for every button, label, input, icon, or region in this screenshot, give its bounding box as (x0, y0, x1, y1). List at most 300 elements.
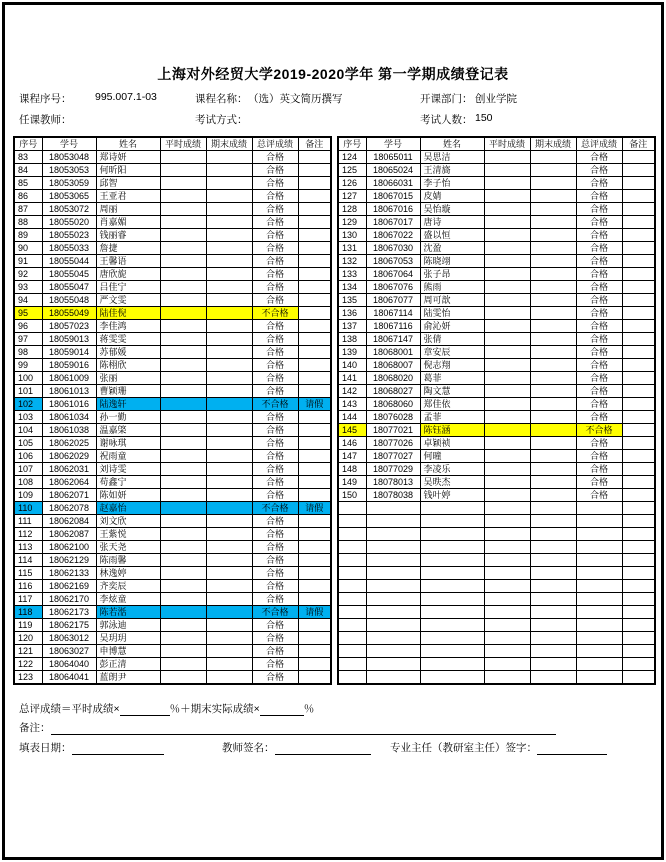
cell-empty-name (420, 515, 484, 528)
table-row (338, 450, 655, 463)
cell-student-id: 18062031 (42, 463, 96, 476)
cell-seq: 106 (14, 450, 42, 463)
table-row (338, 658, 655, 671)
cell-empty-student-id (366, 554, 420, 567)
cell-regular-score (160, 528, 206, 541)
cell-remark (622, 450, 655, 463)
cell-seq: 83 (14, 151, 42, 164)
cell-seq: 121 (14, 645, 42, 658)
cell-seq: 144 (338, 411, 366, 424)
cell-final-score (530, 385, 576, 398)
cell-total-score: 合格 (576, 164, 622, 177)
cell-name: 邱智 (96, 177, 160, 190)
cell-remark (622, 307, 655, 320)
table-row (338, 333, 655, 346)
cell-final-score (206, 333, 252, 346)
cell-final-score (530, 359, 576, 372)
cell-name: 李佳鸿 (96, 320, 160, 333)
cell-empty-student-id (366, 593, 420, 606)
cell-regular-score (160, 346, 206, 359)
cell-regular-score (160, 658, 206, 671)
cell-final-score (530, 424, 576, 437)
cell-regular-score (484, 320, 530, 333)
cell-seq: 140 (338, 359, 366, 372)
col-header-total-score: 总评成绩 (252, 137, 298, 151)
cell-seq: 136 (338, 307, 366, 320)
table-row (14, 619, 331, 632)
cell-regular-score (484, 177, 530, 190)
cell-remark (298, 437, 331, 450)
cell-total-score: 合格 (252, 372, 298, 385)
formula-text-3: ％ (303, 703, 315, 715)
cell-regular-score (160, 515, 206, 528)
cell-final-score (206, 645, 252, 658)
cell-name: 章安辰 (420, 346, 484, 359)
cell-regular-score (484, 216, 530, 229)
cell-name: 王馨语 (96, 255, 160, 268)
cell-remark (298, 320, 331, 333)
cell-remark (622, 255, 655, 268)
cell-final-score (206, 268, 252, 281)
cell-empty-total-score (576, 528, 622, 541)
cell-seq: 109 (14, 489, 42, 502)
col-header-student-id: 学号 (366, 137, 420, 151)
cell-empty-remark (622, 580, 655, 593)
cell-remark (298, 216, 331, 229)
course-no-label: 课程序号： (19, 93, 72, 105)
cell-student-id: 18067064 (366, 268, 420, 281)
cell-regular-score (484, 398, 530, 411)
table-row (338, 281, 655, 294)
cell-empty-final-score (530, 554, 576, 567)
cell-final-score (206, 580, 252, 593)
cell-seq: 125 (338, 164, 366, 177)
cell-empty-student-id (366, 528, 420, 541)
cell-empty-student-id (366, 671, 420, 685)
cell-seq: 107 (14, 463, 42, 476)
cell-total-score: 合格 (252, 437, 298, 450)
cell-student-id: 18077027 (366, 450, 420, 463)
cell-seq: 84 (14, 164, 42, 177)
cell-total-score: 合格 (576, 359, 622, 372)
cell-student-id: 18059013 (42, 333, 96, 346)
cell-empty-name (420, 541, 484, 554)
table-row (14, 671, 331, 685)
table-row (338, 619, 655, 632)
cell-total-score: 合格 (252, 541, 298, 554)
cell-remark (298, 359, 331, 372)
cell-final-score (206, 658, 252, 671)
table-row (338, 398, 655, 411)
cell-empty-student-id (366, 515, 420, 528)
cell-regular-score (160, 489, 206, 502)
cell-regular-score (484, 476, 530, 489)
col-header-name: 姓名 (96, 137, 160, 151)
table-row (14, 164, 331, 177)
table-row (338, 164, 655, 177)
cell-seq: 150 (338, 489, 366, 502)
cell-total-score: 合格 (252, 359, 298, 372)
cell-total-score: 合格 (252, 255, 298, 268)
cell-regular-score (484, 307, 530, 320)
cell-empty-student-id (366, 580, 420, 593)
cell-name: 郑诗妍 (96, 151, 160, 164)
cell-name: 陈钰涵 (420, 424, 484, 437)
cell-name: 葛菲 (420, 372, 484, 385)
cell-regular-score (484, 450, 530, 463)
cell-seq: 134 (338, 281, 366, 294)
cell-remark (622, 346, 655, 359)
cell-seq: 102 (14, 398, 42, 411)
cell-regular-score (484, 489, 530, 502)
cell-empty-remark (622, 606, 655, 619)
cell-final-score (530, 398, 576, 411)
cell-seq: 108 (14, 476, 42, 489)
cell-seq: 120 (14, 632, 42, 645)
col-header-regular-score: 平时成绩 (160, 137, 206, 151)
cell-total-score: 合格 (576, 333, 622, 346)
table-row (338, 528, 655, 541)
cell-empty-total-score (576, 567, 622, 580)
table-row (338, 515, 655, 528)
cell-total-score: 合格 (576, 450, 622, 463)
cell-final-score (206, 606, 252, 619)
cell-name: 何昕阳 (96, 164, 160, 177)
cell-remark (298, 177, 331, 190)
cell-name: 钱叶婷 (420, 489, 484, 502)
cell-student-id: 18053059 (42, 177, 96, 190)
cell-student-id: 18066031 (366, 177, 420, 190)
cell-final-score (206, 164, 252, 177)
cell-student-id: 18078013 (366, 476, 420, 489)
cell-student-id: 18067116 (366, 320, 420, 333)
cell-name: 俞沁妍 (420, 320, 484, 333)
col-header-remark: 备注 (298, 137, 331, 151)
cell-student-id: 18067147 (366, 333, 420, 346)
formula-blank-1 (120, 704, 170, 716)
cell-empty-regular-score (484, 606, 530, 619)
cell-seq: 103 (14, 411, 42, 424)
cell-empty-regular-score (484, 619, 530, 632)
cell-remark (622, 229, 655, 242)
teacher-sign (222, 740, 371, 755)
cell-name: 王亚君 (96, 190, 160, 203)
cell-seq: 89 (14, 229, 42, 242)
cell-name: 陈栩欣 (96, 359, 160, 372)
cell-seq: 128 (338, 203, 366, 216)
table-row (14, 177, 331, 190)
cell-remark (298, 567, 331, 580)
cell-total-score: 合格 (252, 567, 298, 580)
cell-total-score: 合格 (252, 229, 298, 242)
table-row (338, 567, 655, 580)
cell-total-score: 合格 (576, 372, 622, 385)
cell-remark (298, 580, 331, 593)
cell-regular-score (160, 450, 206, 463)
cell-remark (298, 645, 331, 658)
cell-student-id: 18062029 (42, 450, 96, 463)
cell-empty-student-id (366, 606, 420, 619)
cell-name: 李炫童 (96, 593, 160, 606)
cell-seq: 110 (14, 502, 42, 515)
cell-total-score: 合格 (252, 671, 298, 685)
cell-total-score: 合格 (576, 268, 622, 281)
cell-final-score (530, 463, 576, 476)
cell-student-id: 18065024 (366, 164, 420, 177)
cell-student-id: 18057023 (42, 320, 96, 333)
table-row (14, 658, 331, 671)
cell-seq: 141 (338, 372, 366, 385)
cell-seq: 139 (338, 346, 366, 359)
cell-empty-final-score (530, 671, 576, 685)
table-row (14, 541, 331, 554)
cell-regular-score (484, 294, 530, 307)
cell-student-id: 18063027 (42, 645, 96, 658)
cell-empty-seq (338, 632, 366, 645)
cell-regular-score (160, 151, 206, 164)
cell-regular-score (160, 593, 206, 606)
cell-remark (298, 658, 331, 671)
table-row (338, 424, 655, 437)
cell-total-score: 合格 (576, 229, 622, 242)
cell-total-score: 合格 (576, 190, 622, 203)
cell-final-score (530, 242, 576, 255)
col-header-remark: 备注 (622, 137, 655, 151)
cell-empty-total-score (576, 593, 622, 606)
table-row (338, 268, 655, 281)
cell-remark (622, 333, 655, 346)
course-no-value: 995.007.1-03 (95, 91, 157, 103)
cell-total-score: 不合格 (252, 606, 298, 619)
cell-seq: 147 (338, 450, 366, 463)
cell-empty-final-score (530, 567, 576, 580)
cell-remark (622, 320, 655, 333)
grades-tables-container (13, 136, 656, 685)
cell-empty-regular-score (484, 567, 530, 580)
cell-seq: 113 (14, 541, 42, 554)
cell-student-id: 18068060 (366, 398, 420, 411)
cell-final-score (206, 229, 252, 242)
cell-name: 陈若湉 (96, 606, 160, 619)
cell-regular-score (484, 190, 530, 203)
cell-seq: 97 (14, 333, 42, 346)
cell-remark (298, 632, 331, 645)
grades-table-left (13, 136, 332, 685)
cell-name: 张天尧 (96, 541, 160, 554)
table-row (338, 229, 655, 242)
cell-total-score: 合格 (252, 476, 298, 489)
cell-remark (298, 151, 331, 164)
cell-student-id: 18062175 (42, 619, 96, 632)
cell-seq: 92 (14, 268, 42, 281)
cell-total-score: 合格 (252, 294, 298, 307)
cell-final-score (206, 528, 252, 541)
cell-remark (622, 216, 655, 229)
cell-student-id: 18068020 (366, 372, 420, 385)
cell-final-score (530, 164, 576, 177)
cell-seq: 104 (14, 424, 42, 437)
table-row (14, 528, 331, 541)
cell-regular-score (160, 307, 206, 320)
cell-remark (622, 203, 655, 216)
cell-empty-total-score (576, 606, 622, 619)
course-name-value: （选）英文简历撰写 (248, 93, 343, 105)
cell-regular-score (160, 190, 206, 203)
cell-empty-seq (338, 606, 366, 619)
cell-final-score (206, 502, 252, 515)
cell-student-id: 18055044 (42, 255, 96, 268)
cell-student-id: 18062025 (42, 437, 96, 450)
cell-final-score (206, 567, 252, 580)
cell-remark (298, 307, 331, 320)
cell-final-score (206, 489, 252, 502)
cell-seq: 133 (338, 268, 366, 281)
cell-name: 曹颖珊 (96, 385, 160, 398)
cell-empty-total-score (576, 515, 622, 528)
cell-final-score (206, 216, 252, 229)
cell-remark (298, 515, 331, 528)
cell-final-score (530, 190, 576, 203)
cell-total-score: 合格 (576, 255, 622, 268)
cell-student-id: 18061038 (42, 424, 96, 437)
cell-final-score (206, 190, 252, 203)
cell-empty-regular-score (484, 593, 530, 606)
cell-student-id: 18068027 (366, 385, 420, 398)
col-header-final-score: 期末成绩 (530, 137, 576, 151)
cell-empty-regular-score (484, 541, 530, 554)
cell-empty-name (420, 619, 484, 632)
cell-regular-score (484, 411, 530, 424)
table-row (14, 554, 331, 567)
cell-final-score (206, 554, 252, 567)
cell-student-id: 18062133 (42, 567, 96, 580)
cell-empty-seq (338, 567, 366, 580)
cell-total-score: 合格 (252, 424, 298, 437)
cell-regular-score (160, 606, 206, 619)
cell-remark (298, 593, 331, 606)
cell-remark (622, 476, 655, 489)
cell-seq: 87 (14, 203, 42, 216)
cell-empty-seq (338, 502, 366, 515)
cell-total-score: 合格 (252, 203, 298, 216)
cell-empty-remark (622, 502, 655, 515)
cell-total-score: 合格 (252, 164, 298, 177)
remark-blank (51, 723, 556, 735)
cell-seq: 90 (14, 242, 42, 255)
cell-name: 彭正清 (96, 658, 160, 671)
table-row (14, 320, 331, 333)
cell-name: 周丽 (96, 203, 160, 216)
table-row (14, 268, 331, 281)
cell-regular-score (160, 320, 206, 333)
cell-remark: 请假 (298, 606, 331, 619)
cell-name: 陈如妍 (96, 489, 160, 502)
cell-empty-remark (622, 567, 655, 580)
table-row (14, 333, 331, 346)
cell-regular-score (484, 346, 530, 359)
cell-seq: 137 (338, 320, 366, 333)
cell-regular-score (160, 281, 206, 294)
cell-empty-regular-score (484, 528, 530, 541)
cell-empty-remark (622, 528, 655, 541)
cell-name: 温嘉棨 (96, 424, 160, 437)
cell-name: 张倩 (420, 333, 484, 346)
cell-remark (622, 242, 655, 255)
cell-name: 陈雨馨 (96, 554, 160, 567)
cell-regular-score (160, 671, 206, 685)
cell-total-score: 合格 (576, 294, 622, 307)
cell-total-score: 合格 (252, 632, 298, 645)
cell-student-id: 18062064 (42, 476, 96, 489)
cell-remark (622, 385, 655, 398)
cell-total-score: 不合格 (576, 424, 622, 437)
cell-final-score (206, 151, 252, 164)
cell-student-id: 18053065 (42, 190, 96, 203)
cell-empty-seq (338, 658, 366, 671)
col-header-seq: 序号 (338, 137, 366, 151)
cell-remark: 请假 (298, 502, 331, 515)
cell-total-score: 合格 (576, 307, 622, 320)
cell-empty-student-id (366, 645, 420, 658)
cell-empty-remark (622, 645, 655, 658)
cell-empty-total-score (576, 541, 622, 554)
cell-empty-student-id (366, 632, 420, 645)
cell-empty-name (420, 671, 484, 685)
cell-name: 倪志翔 (420, 359, 484, 372)
cell-regular-score (160, 372, 206, 385)
col-header-regular-score: 平时成绩 (484, 137, 530, 151)
cell-name: 吕佳宁 (96, 281, 160, 294)
cell-empty-total-score (576, 658, 622, 671)
cell-name: 孙一勤 (96, 411, 160, 424)
cell-seq: 126 (338, 177, 366, 190)
table-row (14, 385, 331, 398)
cell-seq: 112 (14, 528, 42, 541)
cell-regular-score (160, 632, 206, 645)
table-row (14, 515, 331, 528)
cell-regular-score (160, 502, 206, 515)
cell-empty-final-score (530, 658, 576, 671)
formula-text-1: 总评成绩＝平时成绩× (19, 703, 120, 715)
cell-empty-name (420, 658, 484, 671)
cell-regular-score (160, 333, 206, 346)
table-row (338, 294, 655, 307)
cell-final-score (206, 372, 252, 385)
cell-student-id: 18064041 (42, 671, 96, 685)
cell-final-score (530, 346, 576, 359)
cell-total-score: 合格 (252, 190, 298, 203)
cell-seq: 114 (14, 554, 42, 567)
cell-remark (622, 164, 655, 177)
cell-empty-name (420, 528, 484, 541)
table-row (14, 372, 331, 385)
cell-total-score: 不合格 (252, 502, 298, 515)
cell-seq: 129 (338, 216, 366, 229)
cell-remark (622, 281, 655, 294)
cell-remark (298, 619, 331, 632)
cell-seq: 122 (14, 658, 42, 671)
cell-remark (298, 671, 331, 685)
cell-student-id: 18061009 (42, 372, 96, 385)
cell-empty-student-id (366, 502, 420, 515)
cell-total-score: 合格 (576, 281, 622, 294)
remark-line (19, 720, 556, 735)
cell-regular-score (484, 242, 530, 255)
cell-name: 吴思洁 (420, 151, 484, 164)
table-row (338, 489, 655, 502)
cell-total-score: 合格 (576, 177, 622, 190)
cell-final-score (530, 281, 576, 294)
